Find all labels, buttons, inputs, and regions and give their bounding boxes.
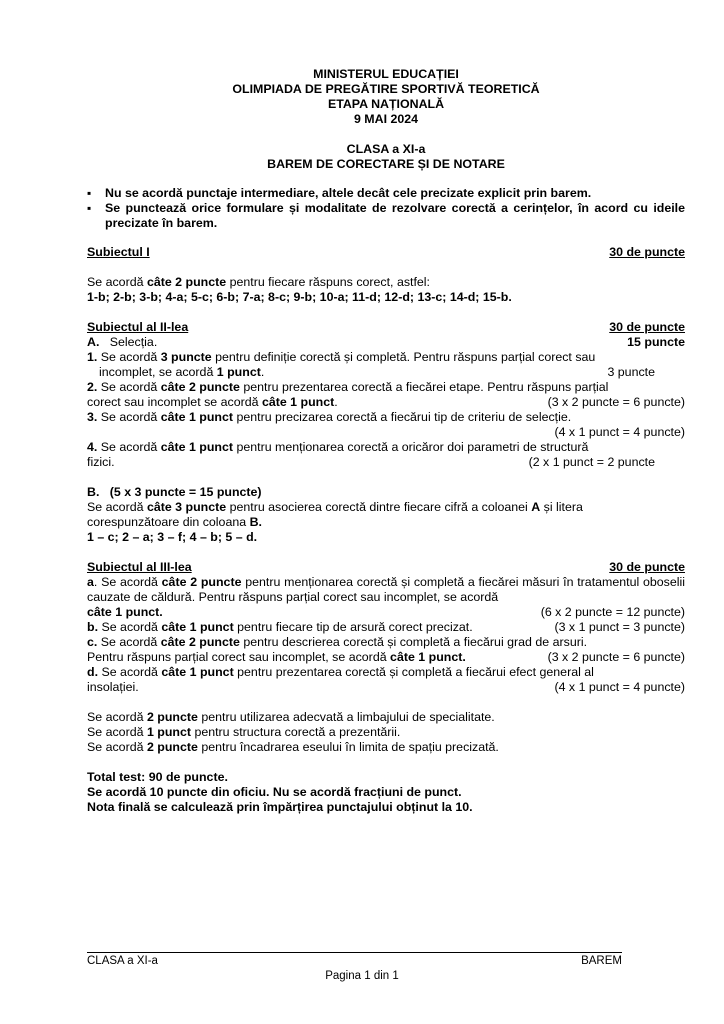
section-2a-header: A. Selecția. 15 puncte bbox=[87, 335, 685, 349]
section-2-title: Subiectul al II-lea bbox=[87, 320, 189, 334]
total-test: Total test: 90 de puncte. bbox=[87, 770, 228, 784]
totals bbox=[87, 770, 685, 815]
document-body: MINISTERUL EDUCAȚIEI OLIMPIADA DE PREGĂTIRE SPORTIVĂ TEORETICĂ ETAPA NAȚIONALĂ 9 MAI 2024 CLASA a XI-a BAREM DE CORECTARE ȘI DE NOTARE ▪ Nu se acordă punctaje intermediare, altele decât cele precizate explicit prin barem. ▪ Se punctează orice formulare și modalitate de rezolvare corectă a cerințelor, în acord cu ideile precizate în barem. Subiectul I 30 de puncte Se acordă câte 2 puncte pentru fiecare răspuns corect, astfel: 1-b; 2-b; 3-b; 4-a; 5-c; 6-b; 7-a; 8-c; 9-b; 10-a; 11-d; 12-d; 13-c; 14-d; 15-b. Subiectul al II-lea 30 de puncte A. Selecția. 15 puncte 1. Se acordă 3 puncte pentru definiție corectă și completă. Pentru răspuns parțial corect sau incomplet, se acordă 1 punct. 3 puncte 2. Se acordă câte 2 puncte pentru prezentarea corectă a fiecărei etape. Pentru răspuns parțial corect sau incomplet se acordă câte 1 punct. (3 x 2 puncte = 6 puncte) 3. Se acordă câte 1 punct pentru precizarea corectă a fiecărui tip de criteriu de selecție. (4 x 1 punct = 4 puncte) 4. Se acordă câte 1 punct pentru menționarea corectă a oricăror doi parametri de structură fizici. (2 x 1 punct = 2 puncte B. (5 x 3 puncte = 15 puncte) Se acordă câte 3 puncte pentru asocierea corectă dintre fiecare cifră a coloanei A și litera corespunzătoare din coloana B. 1 – c; 2 – a; 3 – f; 4 – b; 5 – d. Subiectul al III-lea 30 de puncte a. Se acordă câte 2 puncte pentru menționarea corectă și completă a fiecărei măsuri în tratamentul oboselii cauzate de căldură. Pentru răspuns parțial corect sau incomplet, se acordă câte 1 punct. (6 x 2 puncte = 12 puncte) b. Se acordă câte 1 punct pentru fiecare tip de arsură corect precizat. (3 x 1 punct = 3 puncte) c. Se acordă câte 2 puncte pentru descrierea corectă și completă a fiecărui grad de arsuri. Pentru răspuns parțial corect sau incomplet, se acordă câte 1 punct. (3 x 2 puncte = 6 puncte) d. Se acordă câte 1 punct pentru prezentarea corectă și completă a fiecărui efect general al insolației. (4 x 1 punct = 4 puncte) Se acordă 2 puncte pentru utilizarea adecvată a limbajului de specialitate. Se acordă 1 punct pentru structura corectă a prezentării. Se acordă 2 puncte pentru încadrarea eseului în limita de spațiu precizată. Total test: 90 de puncte. Se acordă 10 puncte din oficiu. Nu se acordă fracțiuni de punct. Nota finală se calculează prin împărțirea punctajului obținut la 10. bbox=[87, 67, 685, 815]
footer-divider bbox=[87, 952, 622, 953]
section-2b-header: B. (5 x 3 puncte = 15 puncte) bbox=[87, 485, 262, 499]
section-1-title: Subiectul I bbox=[87, 245, 150, 259]
header-title: BAREM DE CORECTARE ȘI DE NOTARE bbox=[267, 157, 505, 171]
section-3-item-d: d. Se acordă câte 1 punct pentru prezentarea corectă și completă a fiecărui efect general al insolației. (4 x 1 punct = 4 puncte) bbox=[87, 665, 685, 694]
item-b-score: (3 x 1 punct = 3 puncte) bbox=[554, 620, 685, 634]
item-d-score: (4 x 1 punct = 4 puncte) bbox=[554, 680, 685, 694]
item-4-score: (2 x 1 punct = 2 puncte bbox=[528, 455, 655, 469]
section-2a-points: 15 puncte bbox=[627, 335, 685, 349]
section-2b-instruction: Se acordă câte 3 puncte pentru asocierea corectă dintre fiecare cifră a coloanei A și litera bbox=[87, 500, 583, 514]
footer-page-number: Pagina 1 din 1 bbox=[325, 970, 399, 982]
section-3-header bbox=[87, 560, 685, 575]
section-2-item-1: 1. Se acordă 3 puncte pentru definiție corectă și completă. Pentru răspuns parțial corect sau incomplet, se acordă 1 punct. 3 puncte bbox=[87, 350, 685, 380]
section-2-header bbox=[87, 320, 685, 335]
item-c-score: (3 x 2 puncte = 6 puncte) bbox=[547, 650, 685, 664]
item-3-score: (4 x 1 punct = 4 puncte) bbox=[554, 425, 685, 439]
section-2-item-3: 3. Se acordă câte 1 punct pentru precizarea corectă a fiecărui tip de criteriu de selecție. (4 x 1 punct = 4 puncte) bbox=[87, 410, 685, 439]
section-3-item-b: b. Se acordă câte 1 punct pentru fiecare tip de arsură corect precizat. (3 x 1 punct = 3 puncte) bbox=[87, 620, 685, 634]
rule-item: ▪ Se punctează orice formulare și modalitate de rezolvare corectă a cerințelor, în acord cu ideile precizate în barem. bbox=[87, 201, 685, 231]
header-class: CLASA a XI-a bbox=[346, 142, 426, 156]
footer-class: CLASA a XI-a bbox=[87, 955, 158, 967]
section-3-item-a: a. Se acordă câte 2 puncte pentru menționarea corectă și completă a fiecărei măsuri în tratamentul oboselii cauzate de căldură. Pentru răspuns parțial corect sau incomplet, se acordă câte 1 punct. (6 x 2 puncte = 12 puncte) bbox=[87, 575, 685, 619]
header-ministry: MINISTERUL EDUCAȚIEI bbox=[313, 67, 459, 81]
section-1-instruction: Se acordă câte 2 puncte pentru fiecare răspuns corect, astfel: bbox=[87, 275, 430, 289]
footer-label: BAREM bbox=[581, 955, 622, 967]
total-final: Nota finală se calculează prin împărțirea punctajului obținut la 10. bbox=[87, 800, 473, 814]
item-2-score: (3 x 2 puncte = 6 puncte) bbox=[547, 395, 685, 409]
section-1-answers: 1-b; 2-b; 3-b; 4-a; 5-c; 6-b; 7-a; 8-c; 9-b; 10-a; 11-d; 12-d; 13-c; 14-d; 15-b. bbox=[87, 290, 512, 304]
header-olympiad: OLIMPIADA DE PREGĂTIRE SPORTIVĂ TEORETICĂ bbox=[232, 82, 540, 96]
item-1-score: 3 puncte bbox=[607, 365, 655, 379]
section-2b-answers: 1 – c; 2 – a; 3 – f; 4 – b; 5 – d. bbox=[87, 530, 258, 544]
document-header bbox=[87, 67, 685, 172]
header-stage: ETAPA NAȚIONALĂ bbox=[327, 97, 445, 111]
extra-points: Se acordă 2 puncte pentru utilizarea adecvată a limbajului de specialitate. Se acordă 1 punct pentru structura corectă a prezentării. Se acordă 2 puncte pentru încadrarea eseului în limita de spațiu precizată. bbox=[87, 710, 499, 754]
rules-list bbox=[87, 186, 685, 231]
item-a-score: (6 x 2 puncte = 12 puncte) bbox=[540, 605, 685, 619]
section-2-item-4: 4. Se acordă câte 1 punct pentru menționarea corectă a oricăror doi parametri de structură fizici. (2 x 1 punct = 2 puncte bbox=[87, 440, 685, 470]
header-date: 9 MAI 2024 bbox=[353, 112, 419, 126]
section-2-item-2: 2. Se acordă câte 2 puncte pentru prezentarea corectă a fiecărei etape. Pentru răspuns parțial corect sau incomplet se acordă câte 1 punct. (3 x 2 puncte = 6 puncte) bbox=[87, 380, 685, 409]
section-3-points: 30 de puncte bbox=[609, 560, 685, 574]
rule-item: ▪ Nu se acordă punctaje intermediare, altele decât cele precizate explicit prin barem. bbox=[87, 186, 685, 201]
section-1-points: 30 de puncte bbox=[609, 245, 685, 259]
section-1-header bbox=[87, 245, 685, 260]
total-oficiu: Se acordă 10 puncte din oficiu. Nu se acordă fracțiuni de punct. bbox=[87, 785, 462, 799]
section-2-points: 30 de puncte bbox=[609, 320, 685, 334]
section-3-item-c: c. Se acordă câte 2 puncte pentru descrierea corectă și completă a fiecărui grad de arsuri. Pentru răspuns parțial corect sau incomplet, se acordă câte 1 punct. (3 x 2 puncte = 6 puncte) bbox=[87, 635, 685, 664]
section-3-title: Subiectul al III-lea bbox=[87, 560, 192, 574]
